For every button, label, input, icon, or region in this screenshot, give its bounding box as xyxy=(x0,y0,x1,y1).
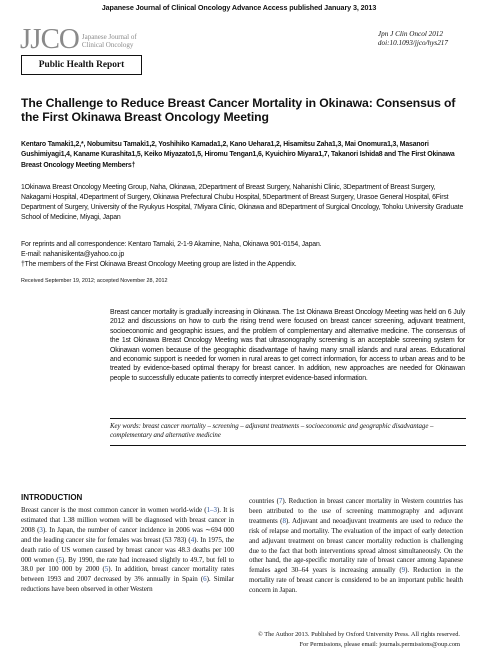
citation-doi: doi:10.1093/jjco/hys217 xyxy=(377,39,448,47)
article-title: The Challenge to Reduce Breast Cancer Mortality in Okinawa: Consensus of the First Okinawa Breast Oncology Meeting xyxy=(21,96,456,124)
affiliations: 1Okinawa Breast Oncology Meeting Group, Naha, Okinawa, 2Department of Breast Surgery, Nahanishi Clinic, 3Department of Breast Surgery, Nakagami Hospital, 4Department of Surgery, Okinawa Prefectural Chubu Hospital, 5Department of Breast Surgery, Urasoe General Hospital, 6First Department of Surgery, University of the Ryukyus Hospital, 7Miyara Clinic, Okinawa and 8Department of Surgical Oncology, Tohoku University Graduate School of Medicine, Miyagi, Japan xyxy=(21,184,464,221)
citation-link[interactable]: 4 xyxy=(190,535,195,544)
keywords: Key words: breast cancer mortality – screening – adjuvant treatments – socioeconomic and geographic disadvantage – complementary and alternative medicine xyxy=(110,423,434,440)
journal-logo xyxy=(20,25,137,54)
citation-link[interactable]: 5 xyxy=(104,565,109,574)
logo-line2: Clinical Oncology xyxy=(81,40,134,49)
section-label: Public Health Report xyxy=(21,55,142,75)
author-list: Kentaro Tamaki1,2,*, Nobumitsu Tamaki1,2, Yoshihiko Kamada1,2, Kano Uehara1,2, Hisamitsu Zaha1,3, Mai Onomura1,3, Masanori Gushimiyagi1,4, Kaname Kurashita1,5, Keiko Miyazato1,5, Hiromu Tengan1,6, Kyuichiro Miyara1,7, Takanori Ishida8 and The First Okinawa Breast Oncology Meeting Members† xyxy=(21,141,455,169)
citation-link[interactable]: 7 xyxy=(278,497,283,505)
received-dates: Received September 19, 2012; accepted November 28, 2012 xyxy=(21,278,168,284)
correspondence-email: E-mail: nahanisikenta@yahoo.co.jp xyxy=(21,250,125,258)
logo-mark: JJCO xyxy=(20,23,79,55)
copyright-notice: © The Author 2013. Published by Oxford University Press. All rights reserved. xyxy=(257,631,460,638)
logo-line1: Japanese Journal of xyxy=(81,32,137,41)
introduction-heading: INTRODUCTION xyxy=(21,493,83,502)
intro-paragraph-left: Breast cancer is the most common cancer in women world-wide (1–3). It is estimated that 1.38 million women will be diagnosed with breast cancer in 2008 (3). In Japan, the number of cancer incidence in 2006 was ∼694 000 and the leading cancer site for females was breast (53 783) (4). In 1975, the death ratio of US women caused by breast cancer was 48.3 deaths per 100 000 women (5). By 1990, the rate had increased slightly to 49.7, but fell to 38.0 per 100 000 by 2000 (5). In addition, breast cancer mortality rates between 1993 and 2007 decreased by 3% annually in Spain (6). Similar reductions have been observed in other Western xyxy=(21,506,235,594)
citation-link[interactable]: 9 xyxy=(401,566,406,575)
body-column-right xyxy=(249,497,463,596)
correspondence-address: For reprints and all correspondence: Kentaro Tamaki, 2-1-9 Akamine, Naha, Okinawa 901-0154, Japan. xyxy=(21,241,322,248)
advance-access-banner: Japanese Journal of Clinical Oncology Advance Access published January 3, 2013 xyxy=(101,3,377,12)
citation-link[interactable]: 3 xyxy=(39,525,43,534)
citation-line1: Jpn J Clin Oncol 2012 xyxy=(377,30,443,38)
keywords-top-rule xyxy=(110,418,466,419)
citation-link[interactable]: 8 xyxy=(282,516,286,525)
citation xyxy=(378,30,448,48)
keywords-bottom-rule xyxy=(110,445,466,446)
abstract: Breast cancer mortality is gradually increasing in Okinawa. The 1st Okinawa Breast Oncology Meeting was held on 6 July 2012 and discussions on how to curb the rising trend were focused on breast cancer screening, adjuvant treatment, socioeconomic and geographic issues, and the problem of complementary and alternative medicine. The consensus of the 1st Okinawa Breast Oncology Meeting was that ultrasonography screening is an acceptable screening system for Okinawan women because of the geographic disadvantage of having many small islands and rural areas. Educational and economic support is needed for women in rural areas to get correct information, for access to urban areas and to be treated by evidence-based optimal therapy for breast cancer. In addition, new approaches are needed for Okinawan people to successfully educate patients to correctly interpret evidence-based information. xyxy=(110,309,465,382)
permissions-notice: For Permissions, please email: journals.permissions@oup.com xyxy=(299,641,460,648)
citation-link[interactable]: 1–3 xyxy=(206,506,217,514)
logo-text xyxy=(82,33,137,49)
citation-link[interactable]: 6 xyxy=(203,575,207,584)
group-note: †The members of the First Okinawa Breast Oncology Meeting group are listed in the Appendix. xyxy=(21,260,297,268)
citation-link[interactable]: 5 xyxy=(58,555,62,564)
intro-paragraph-right: countries (7). Reduction in breast cancer mortality in Western countries has been attributed to the use of screening mammography and adjuvant treatments (8). Adjuvant and neoadjuvant treatments are used to reduce the risk of relapse and mortality. The evaluation of the impact of early detection and adjuvant treatment on breast cancer mortality reduction is challenging due to the fact that both interventions spread almost simultaneously. On the other hand, the age-specific mortality rate of breast cancer among Japanese females aged 30–64 years is increasing annually (9). Reduction in the mortality rate of breast cancer is considered to be an important public health concern in Japan. xyxy=(249,497,464,595)
body-column-left xyxy=(21,506,234,595)
correspondence xyxy=(21,240,466,270)
